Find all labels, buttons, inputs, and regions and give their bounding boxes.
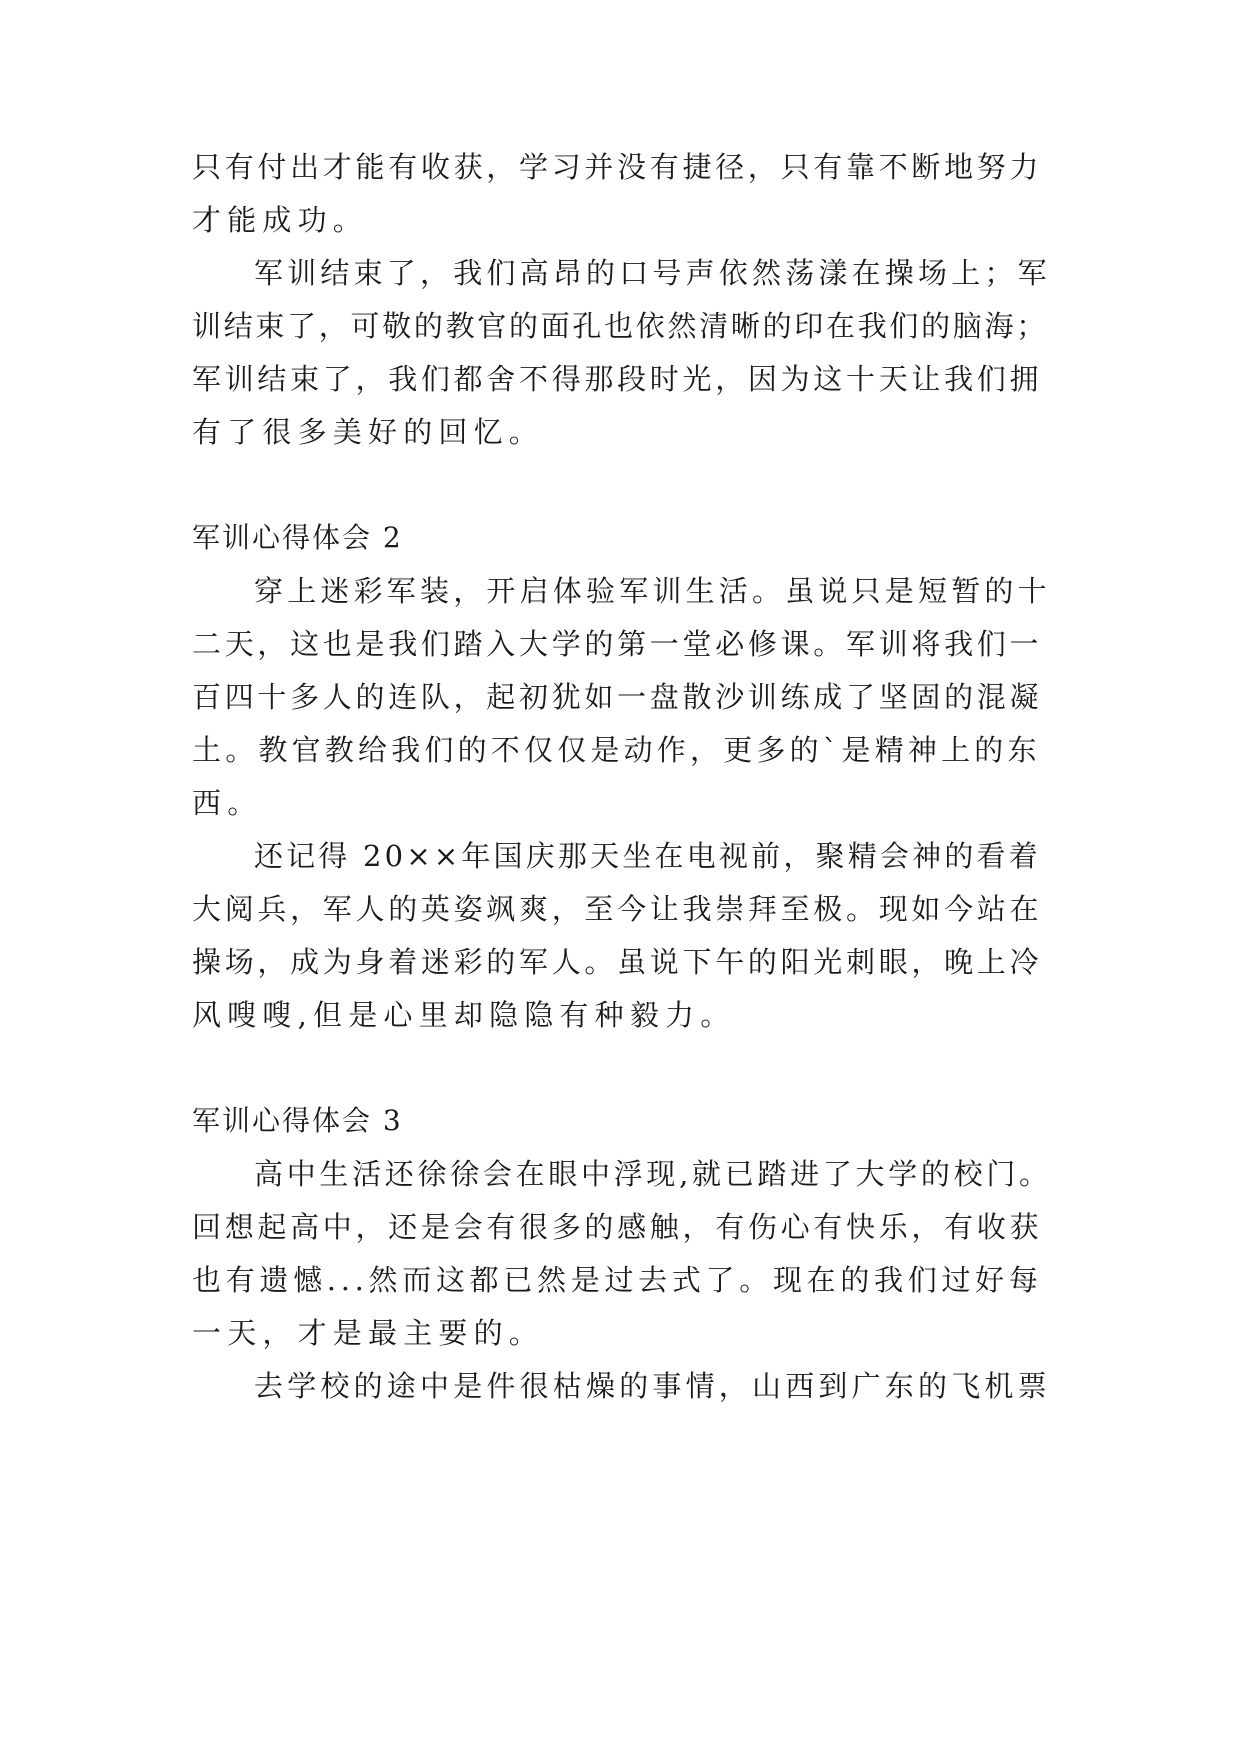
text-line: 也有遗憾...然而这都已然是过去式了。现在的我们过好每	[192, 1263, 1043, 1297]
text-line: 大阅兵，军人的英姿飒爽，至今让我崇拜至极。现如今站在	[192, 892, 1043, 926]
text-line: 还记得 20××年国庆那天坐在电视前，聚精会神的看着	[254, 839, 1041, 873]
text-line: 军训结束了，我们高昂的口号声依然荡漾在操场上；军	[254, 256, 1051, 290]
text-line: 土。教官教给我们的不仅仅是动作，更多的`是精神上的东	[192, 733, 1041, 767]
text-line: 去学校的途中是件很枯燥的事情，山西到广东的飞机票	[254, 1369, 1051, 1403]
text-line: 只有付出才能有收获，学习并没有捷径，只有靠不断地努力	[192, 150, 1043, 184]
text-line: 百四十多人的连队，起初犹如一盘散沙训练成了坚固的混凝	[192, 680, 1043, 714]
text-line: 有了很多美好的回忆。	[192, 415, 545, 449]
text-line: 风嗖嗖,但是心里却隐隐有种毅力。	[192, 998, 736, 1032]
text-line: 才能成功。	[192, 203, 369, 237]
section-heading: 军训心得体会 3	[192, 1104, 403, 1137]
text-line: 一天，才是最主要的。	[192, 1316, 545, 1350]
text-line: 西。	[192, 786, 263, 820]
text-line: 训结束了，可敬的教官的面孔也依然清晰的印在我们的脑海；	[192, 309, 1048, 343]
text-line: 军训结束了，我们都舍不得那段时光，因为这十天让我们拥	[192, 362, 1043, 396]
text-line: 穿上迷彩军装，开启体验军训生活。虽说只是短暂的十	[254, 574, 1051, 608]
section-heading: 军训心得体会 2	[192, 521, 403, 554]
text-line: 操场，成为身着迷彩的军人。虽说下午的阳光刺眼，晚上冷	[192, 945, 1043, 979]
text-line: 高中生活还徐徐会在眼中浮现,就已踏进了大学的校门。	[254, 1157, 1052, 1191]
text-line: 回想起高中，还是会有很多的感触，有伤心有快乐，有收获	[192, 1210, 1043, 1244]
text-line: 二天，这也是我们踏入大学的第一堂必修课。军训将我们一	[192, 627, 1043, 661]
